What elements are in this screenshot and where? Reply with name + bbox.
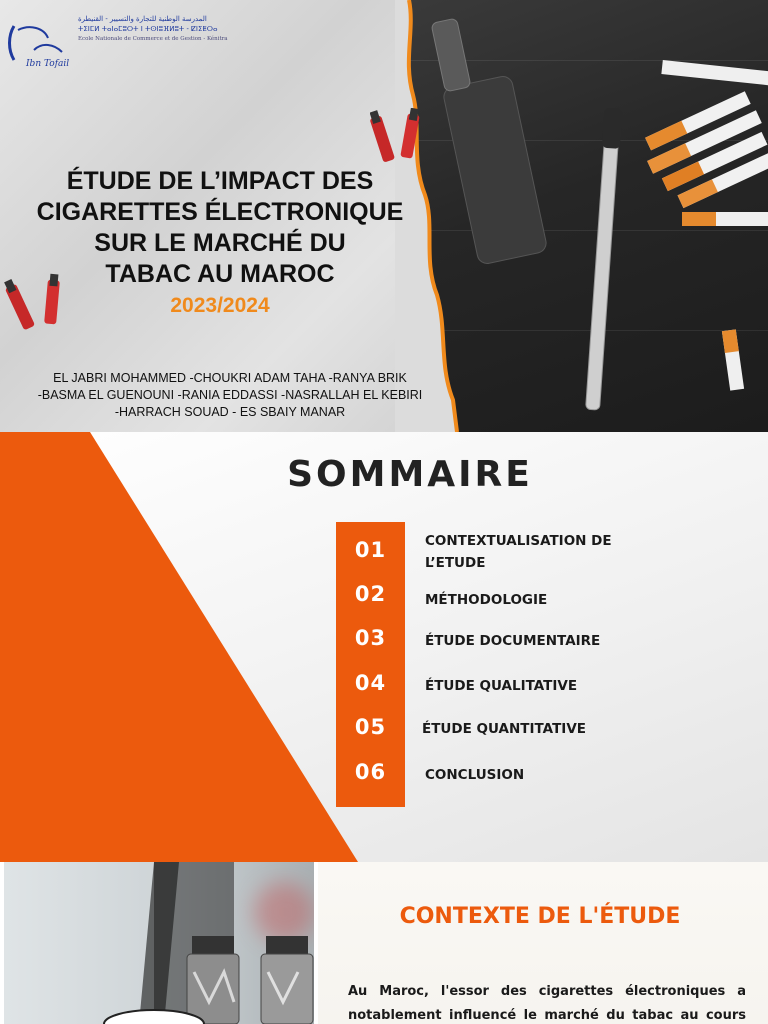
contexte-title: CONTEXTE DE L'ÉTUDE bbox=[399, 904, 681, 929]
sommaire-item-etude-documentaire[interactable]: ÉTUDE DOCUMENTAIRE bbox=[425, 633, 601, 649]
cover-title-line: CIGARETTES ÉLECTRONIQUE bbox=[36, 198, 404, 226]
vape-tanks-illustration bbox=[4, 862, 314, 1024]
number-column bbox=[336, 522, 405, 807]
contexte-paragraph bbox=[348, 980, 746, 1024]
school-name-tifinagh: ⵜⵉⵏⵎⵍ ⵜⴰⵏⴰⵎⵓⵔⵜ ⵏ ⵜⵙⵏⵓⴼⵍⵓⵜ - ⵇⵏⵉⵟⵔⴰ bbox=[78, 25, 218, 33]
cover-title-line: ÉTUDE DE L’IMPACT DES bbox=[66, 167, 374, 195]
university-logo-icon bbox=[4, 20, 74, 72]
svg-text:Ibn Tofail: Ibn Tofail bbox=[26, 59, 70, 69]
sommaire-item-contextualisation[interactable]: CONTEXTUALISATION DE L’ETUDE bbox=[425, 533, 612, 571]
sommaire-slide bbox=[0, 432, 768, 862]
item-number: 06 bbox=[354, 760, 387, 784]
authors-line: -HARRACH SOUAD - ES SBAIY MANAR bbox=[114, 405, 346, 419]
school-name-french: Ecole Nationale de Commerce et de Gestion - Kénitra bbox=[78, 36, 228, 42]
item-number: 01 bbox=[354, 538, 387, 562]
authors-list bbox=[0, 370, 460, 421]
cover-slide bbox=[0, 0, 768, 432]
contexte-line: Au Maroc, l'essor des cigarettes électroniques a bbox=[348, 984, 746, 999]
red-vape-icon bbox=[370, 108, 426, 168]
cover-year: 2023/2024 bbox=[170, 294, 270, 317]
item-number: 04 bbox=[354, 671, 387, 695]
item-number: 03 bbox=[354, 626, 387, 650]
cover-title-line: TABAC AU MAROC bbox=[105, 260, 335, 288]
school-name-block bbox=[78, 14, 248, 44]
sommaire-item-etude-qualitative[interactable]: ÉTUDE QUALITATIVE bbox=[425, 678, 578, 694]
authors-line: -BASMA EL GUENOUNI -RANIA EDDASSI -NASRALLAH EL KEBIRI bbox=[37, 388, 423, 402]
cover-title bbox=[0, 166, 440, 290]
item-number: 02 bbox=[354, 582, 387, 606]
sommaire-item-conclusion[interactable]: CONCLUSION bbox=[425, 767, 525, 783]
vape-photo bbox=[4, 862, 314, 1024]
item-number: 05 bbox=[354, 715, 387, 739]
contexte-slide bbox=[0, 862, 768, 1024]
sommaire-item-etude-quantitative[interactable]: ÉTUDE QUANTITATIVE bbox=[422, 721, 586, 737]
school-name-arabic: المدرسة الوطنية للتجارة والتسيير - القنيطرة bbox=[78, 15, 207, 23]
sommaire-item-methodologie[interactable]: MÉTHODOLOGIE bbox=[425, 592, 548, 608]
cover-title-line: SUR LE MARCHÉ DU bbox=[94, 229, 346, 257]
authors-line: EL JABRI MOHAMMED -CHOUKRI ADAM TAHA -RANYA BRIK bbox=[53, 371, 407, 385]
orange-triangle-decoration bbox=[0, 432, 360, 862]
sommaire-title: SOMMAIRE bbox=[287, 454, 533, 495]
contexte-line: notablement influencé le marché du tabac au cours bbox=[348, 1008, 746, 1023]
